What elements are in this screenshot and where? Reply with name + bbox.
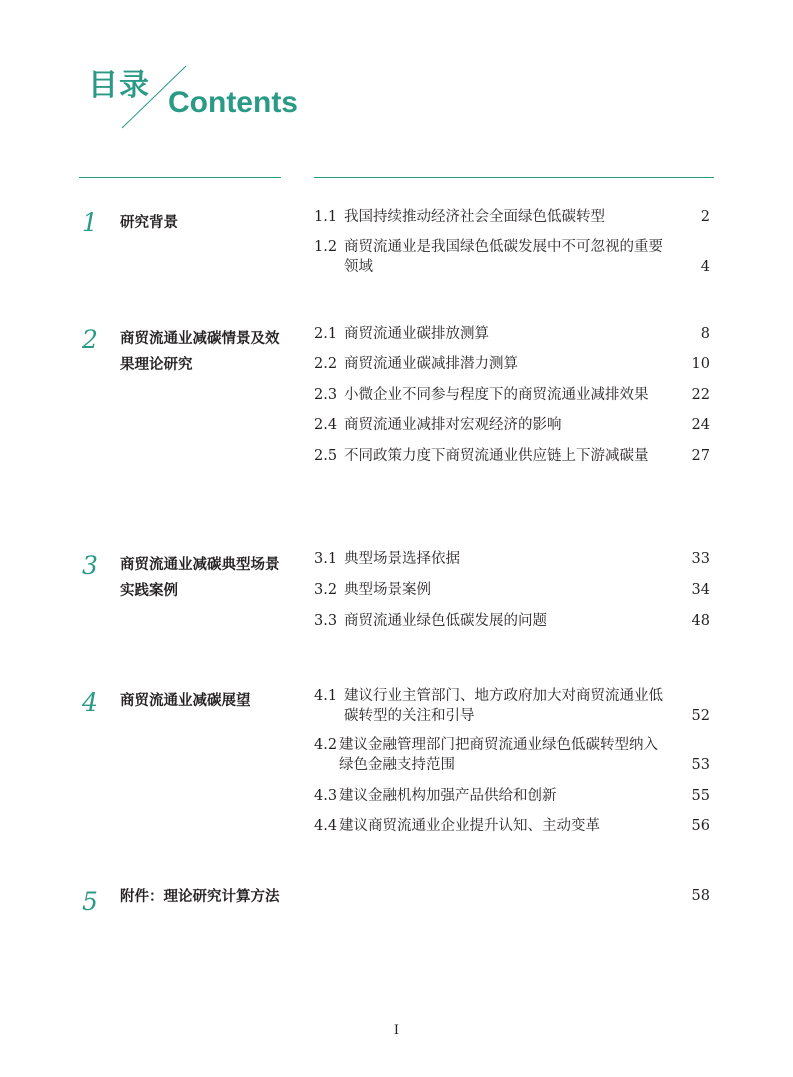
section-number: 2 — [82, 325, 98, 354]
entry-page: 34 — [691, 582, 710, 598]
entry-page: 22 — [691, 387, 710, 403]
toc-entry[interactable] — [314, 324, 710, 344]
toc-entry[interactable] — [314, 786, 710, 806]
entry-title: 建议金融管理部门把商贸流通业绿色低碳转型纳入绿色金融支持范围 — [339, 737, 658, 773]
toc-entry[interactable] — [314, 816, 710, 836]
entry-title: 我国持续推动经济社会全面绿色低碳转型 — [344, 209, 605, 225]
entry-page: 48 — [691, 613, 710, 629]
entry-number: 2.1 — [314, 326, 338, 342]
entry-number: 1.1 — [314, 209, 338, 225]
entry-page: 58 — [691, 888, 710, 904]
entry-title: 小微企业不同参与程度下的商贸流通业减排效果 — [344, 387, 649, 403]
entry-page: 55 — [691, 788, 710, 804]
entry-title: 不同政策力度下商贸流通业供应链上下游减碳量 — [344, 448, 649, 464]
toc-entry[interactable] — [314, 580, 710, 600]
entry-page: 24 — [691, 417, 710, 433]
section-title[interactable]: 附件：理论研究计算方法 — [120, 889, 280, 905]
entry-title: 建议金融机构加强产品供给和创新 — [339, 788, 557, 804]
page-title-en: Contents — [168, 86, 298, 119]
entry-page: 33 — [691, 551, 710, 567]
section-title[interactable]: 商贸流通业减碳典型场景实践案例 — [120, 557, 280, 599]
entry-number: 4.1 — [314, 688, 338, 704]
entry-title: 商贸流通业是我国绿色低碳发展中不可忽视的重要领域 — [344, 239, 663, 275]
section-number: 3 — [82, 551, 98, 580]
entry-number: 3.2 — [314, 582, 338, 598]
entry-title: 建议商贸流通业企业提升认知、主动变革 — [339, 818, 600, 834]
entry-title: 商贸流通业减排对宏观经济的影响 — [344, 417, 562, 433]
entry-number: 2.4 — [314, 417, 338, 433]
section-title[interactable]: 商贸流通业减碳展望 — [120, 693, 251, 709]
entry-number: 3.1 — [314, 551, 338, 567]
page-number: I — [393, 1023, 400, 1038]
entry-title: 商贸流通业碳减排潜力测算 — [344, 356, 518, 372]
entry-number: 3.3 — [314, 613, 338, 629]
section-title[interactable]: 研究背景 — [120, 215, 178, 231]
entry-title: 商贸流通业绿色低碳发展的问题 — [344, 613, 547, 629]
toc-entry[interactable] — [314, 446, 710, 466]
entry-page: 4 — [700, 259, 710, 275]
entry-title: 典型场景案例 — [344, 582, 431, 598]
entry-number: 4.3 — [314, 788, 338, 804]
entry-page: 10 — [691, 356, 710, 372]
entry-page: 2 — [700, 209, 710, 225]
header-rule-right — [314, 177, 714, 178]
header-rule-left — [79, 177, 281, 178]
toc-entry[interactable] — [314, 237, 710, 277]
entry-page: 53 — [691, 757, 710, 773]
entry-number: 4.2 — [314, 737, 338, 753]
entry-page: 56 — [691, 818, 710, 834]
toc-entry[interactable] — [314, 207, 710, 227]
section-title[interactable]: 商贸流通业减碳情景及效果理论研究 — [120, 331, 280, 373]
entry-title: 商贸流通业碳排放测算 — [344, 326, 489, 342]
entry-page: 52 — [691, 708, 710, 724]
toc-entry[interactable] — [314, 354, 710, 374]
entry-page: 27 — [691, 448, 710, 464]
entry-title: 典型场景选择依据 — [344, 551, 460, 567]
toc-entry[interactable] — [314, 735, 710, 775]
entry-number: 4.4 — [314, 818, 338, 834]
toc-entry[interactable] — [314, 611, 710, 631]
section-number: 5 — [82, 887, 98, 916]
toc-entry[interactable] — [314, 686, 710, 726]
toc-entry[interactable] — [314, 385, 710, 405]
entry-number: 2.3 — [314, 387, 338, 403]
entry-number: 2.2 — [314, 356, 338, 372]
entry-number: 1.2 — [314, 239, 338, 255]
entry-page: 8 — [700, 326, 710, 342]
page-title-cn: 目录 — [88, 68, 150, 103]
toc-entry-page-only[interactable] — [314, 886, 710, 906]
toc-entry[interactable] — [314, 415, 710, 435]
entry-title: 建议行业主管部门、地方政府加大对商贸流通业低碳转型的关注和引导 — [344, 688, 663, 724]
toc-entry[interactable] — [314, 549, 710, 569]
section-number: 4 — [82, 688, 98, 717]
section-number: 1 — [82, 208, 98, 237]
entry-number: 2.5 — [314, 448, 338, 464]
